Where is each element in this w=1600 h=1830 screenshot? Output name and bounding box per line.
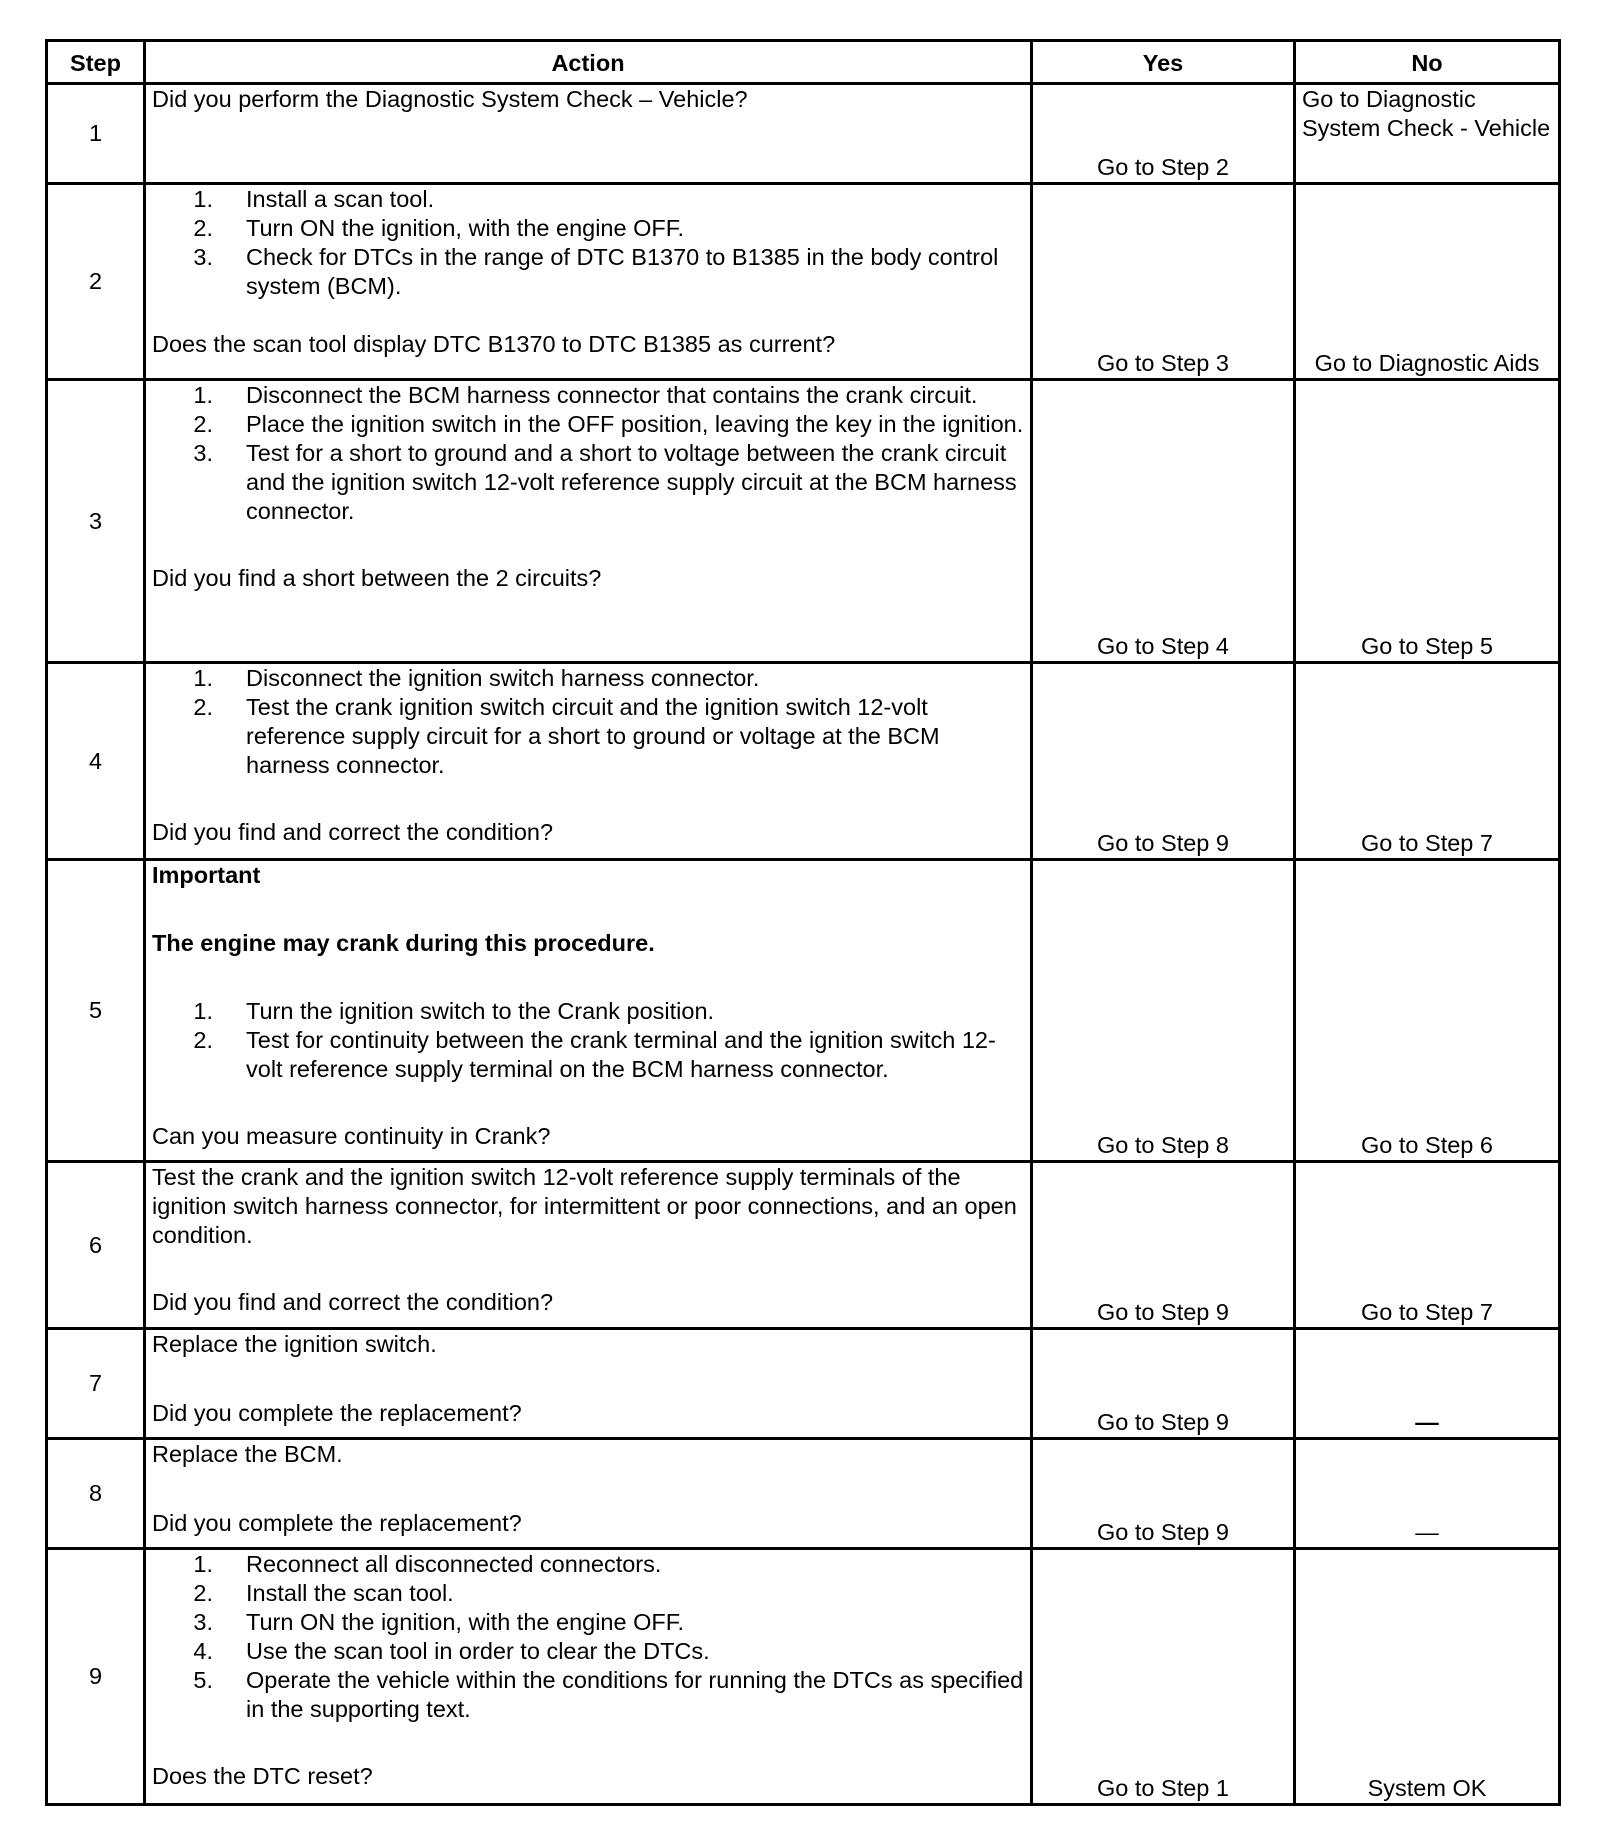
yes-cell: Go to Step 8 [1032,860,1295,1162]
step-number: 8 [47,1439,145,1549]
step-number: 2 [47,184,145,380]
table-row-step-8 [47,1439,1560,1549]
table-row-step-2 [47,184,1560,380]
header-row [47,41,1560,84]
no-cell: Go to Step 6 [1295,860,1560,1162]
action-steps-list [152,185,1024,301]
step-number: 6 [47,1162,145,1329]
action-cell [145,1549,1032,1805]
action-steps-list [152,664,1024,780]
action-instruction: Replace the BCM. [152,1441,343,1467]
action-cell [145,860,1032,1162]
action-cell [145,84,1032,184]
yes-cell: Go to Step 1 [1032,1549,1295,1805]
table-row-step-1 [47,84,1560,184]
action-steps-list [152,1550,1024,1724]
action-step-item: 3. Check for DTCs in the range of DTC B1370 to B1385 in the body control system (BCM). [193,244,999,299]
step-number: 4 [47,663,145,860]
yes-cell: Go to Step 4 [1032,380,1295,663]
action-question: Did you perform the Diagnostic System Check – Vehicle? [152,86,748,112]
action-step-item: 4. Use the scan tool in order to clear the DTCs. [193,1638,710,1664]
table-row-step-3 [47,380,1560,663]
yes-cell: Go to Step 9 [1032,1439,1295,1549]
action-steps-list [152,997,1024,1084]
action-question: Did you complete the replacement? [152,1510,522,1536]
important-title: Important [152,862,261,888]
table-row-step-5 [47,860,1560,1162]
step-number: 5 [47,860,145,1162]
header-action: Action [145,41,1032,84]
action-instruction: Test the crank and the ignition switch 12-volt reference supply terminals of the ignition switch harness connector, for intermittent or poor connections, and an open condition. [152,1164,1017,1248]
action-step-item: 1. Reconnect all disconnected connectors. [193,1551,662,1577]
step-number: 9 [47,1549,145,1805]
table-row-step-4 [47,663,1560,860]
diagnostic-table [45,39,1561,1806]
action-question: Does the DTC reset? [152,1763,373,1789]
action-instruction: Replace the ignition switch. [152,1331,437,1357]
action-cell [145,1162,1032,1329]
yes-cell: Go to Step 9 [1032,1329,1295,1439]
action-step-item: 5. Operate the vehicle within the conditions for running the DTCs as specified in the supporting text. [193,1667,1024,1722]
yes-cell: Go to Step 3 [1032,184,1295,380]
no-cell: — [1295,1329,1560,1439]
action-step-item: 1. Disconnect the ignition switch harness connector. [193,665,760,691]
action-step-item: 1. Turn the ignition switch to the Crank position. [193,998,715,1024]
action-step-item: 2. Test the crank ignition switch circuit and the ignition switch 12-volt reference supply circuit for a short to ground or voltage at the BCM harness connector. [193,694,940,778]
no-cell: System OK [1295,1549,1560,1805]
action-step-item: 3. Test for a short to ground and a short to voltage between the crank circuit and the ignition switch 12-volt reference supply circuit at the BCM harness connector. [193,440,1017,524]
action-question: Does the scan tool display DTC B1370 to DTC B1385 as current? [152,331,836,357]
action-question: Did you complete the replacement? [152,1400,522,1426]
action-steps-list [152,381,1024,526]
action-step-item: 1. Disconnect the BCM harness connector that contains the crank circuit. [193,382,978,408]
action-step-item: 2. Turn ON the ignition, with the engine OFF. [193,215,685,241]
header-step: Step [47,41,145,84]
no-cell: Go to Step 7 [1295,663,1560,860]
table-row-step-6 [47,1162,1560,1329]
action-step-item: 1. Install a scan tool. [193,186,435,212]
action-cell [145,380,1032,663]
header-yes: Yes [1032,41,1295,84]
action-question: Can you measure continuity in Crank? [152,1123,551,1149]
action-question: Did you find and correct the condition? [152,819,554,845]
step-number: 3 [47,380,145,663]
important-text: The engine may crank during this procedure. [152,930,655,956]
table-row-step-7 [47,1329,1560,1439]
action-question: Did you find and correct the condition? [152,1289,554,1315]
header-no: No [1295,41,1560,84]
no-cell: Go to Step 5 [1295,380,1560,663]
no-cell: — [1295,1439,1560,1549]
yes-cell: Go to Step 2 [1032,84,1295,184]
table-row-step-9 [47,1549,1560,1805]
action-cell [145,1439,1032,1549]
action-step-item: 3. Turn ON the ignition, with the engine OFF. [193,1609,685,1635]
yes-cell: Go to Step 9 [1032,1162,1295,1329]
no-cell: Go to Step 7 [1295,1162,1560,1329]
action-cell [145,184,1032,380]
action-cell [145,663,1032,860]
action-question: Did you find a short between the 2 circuits? [152,565,602,591]
action-step-item: 2. Place the ignition switch in the OFF position, leaving the key in the ignition. [193,411,1024,437]
no-cell: Go to Diagnostic Aids [1295,184,1560,380]
action-step-item: 2. Test for continuity between the crank terminal and the ignition switch 12-volt reference supply terminal on the BCM harness connector. [193,1027,996,1082]
step-number: 1 [47,84,145,184]
action-step-item: 2. Install the scan tool. [193,1580,454,1606]
step-number: 7 [47,1329,145,1439]
action-cell [145,1329,1032,1439]
no-cell: Go to Diagnostic System Check - Vehicle [1295,84,1560,184]
yes-cell: Go to Step 9 [1032,663,1295,860]
